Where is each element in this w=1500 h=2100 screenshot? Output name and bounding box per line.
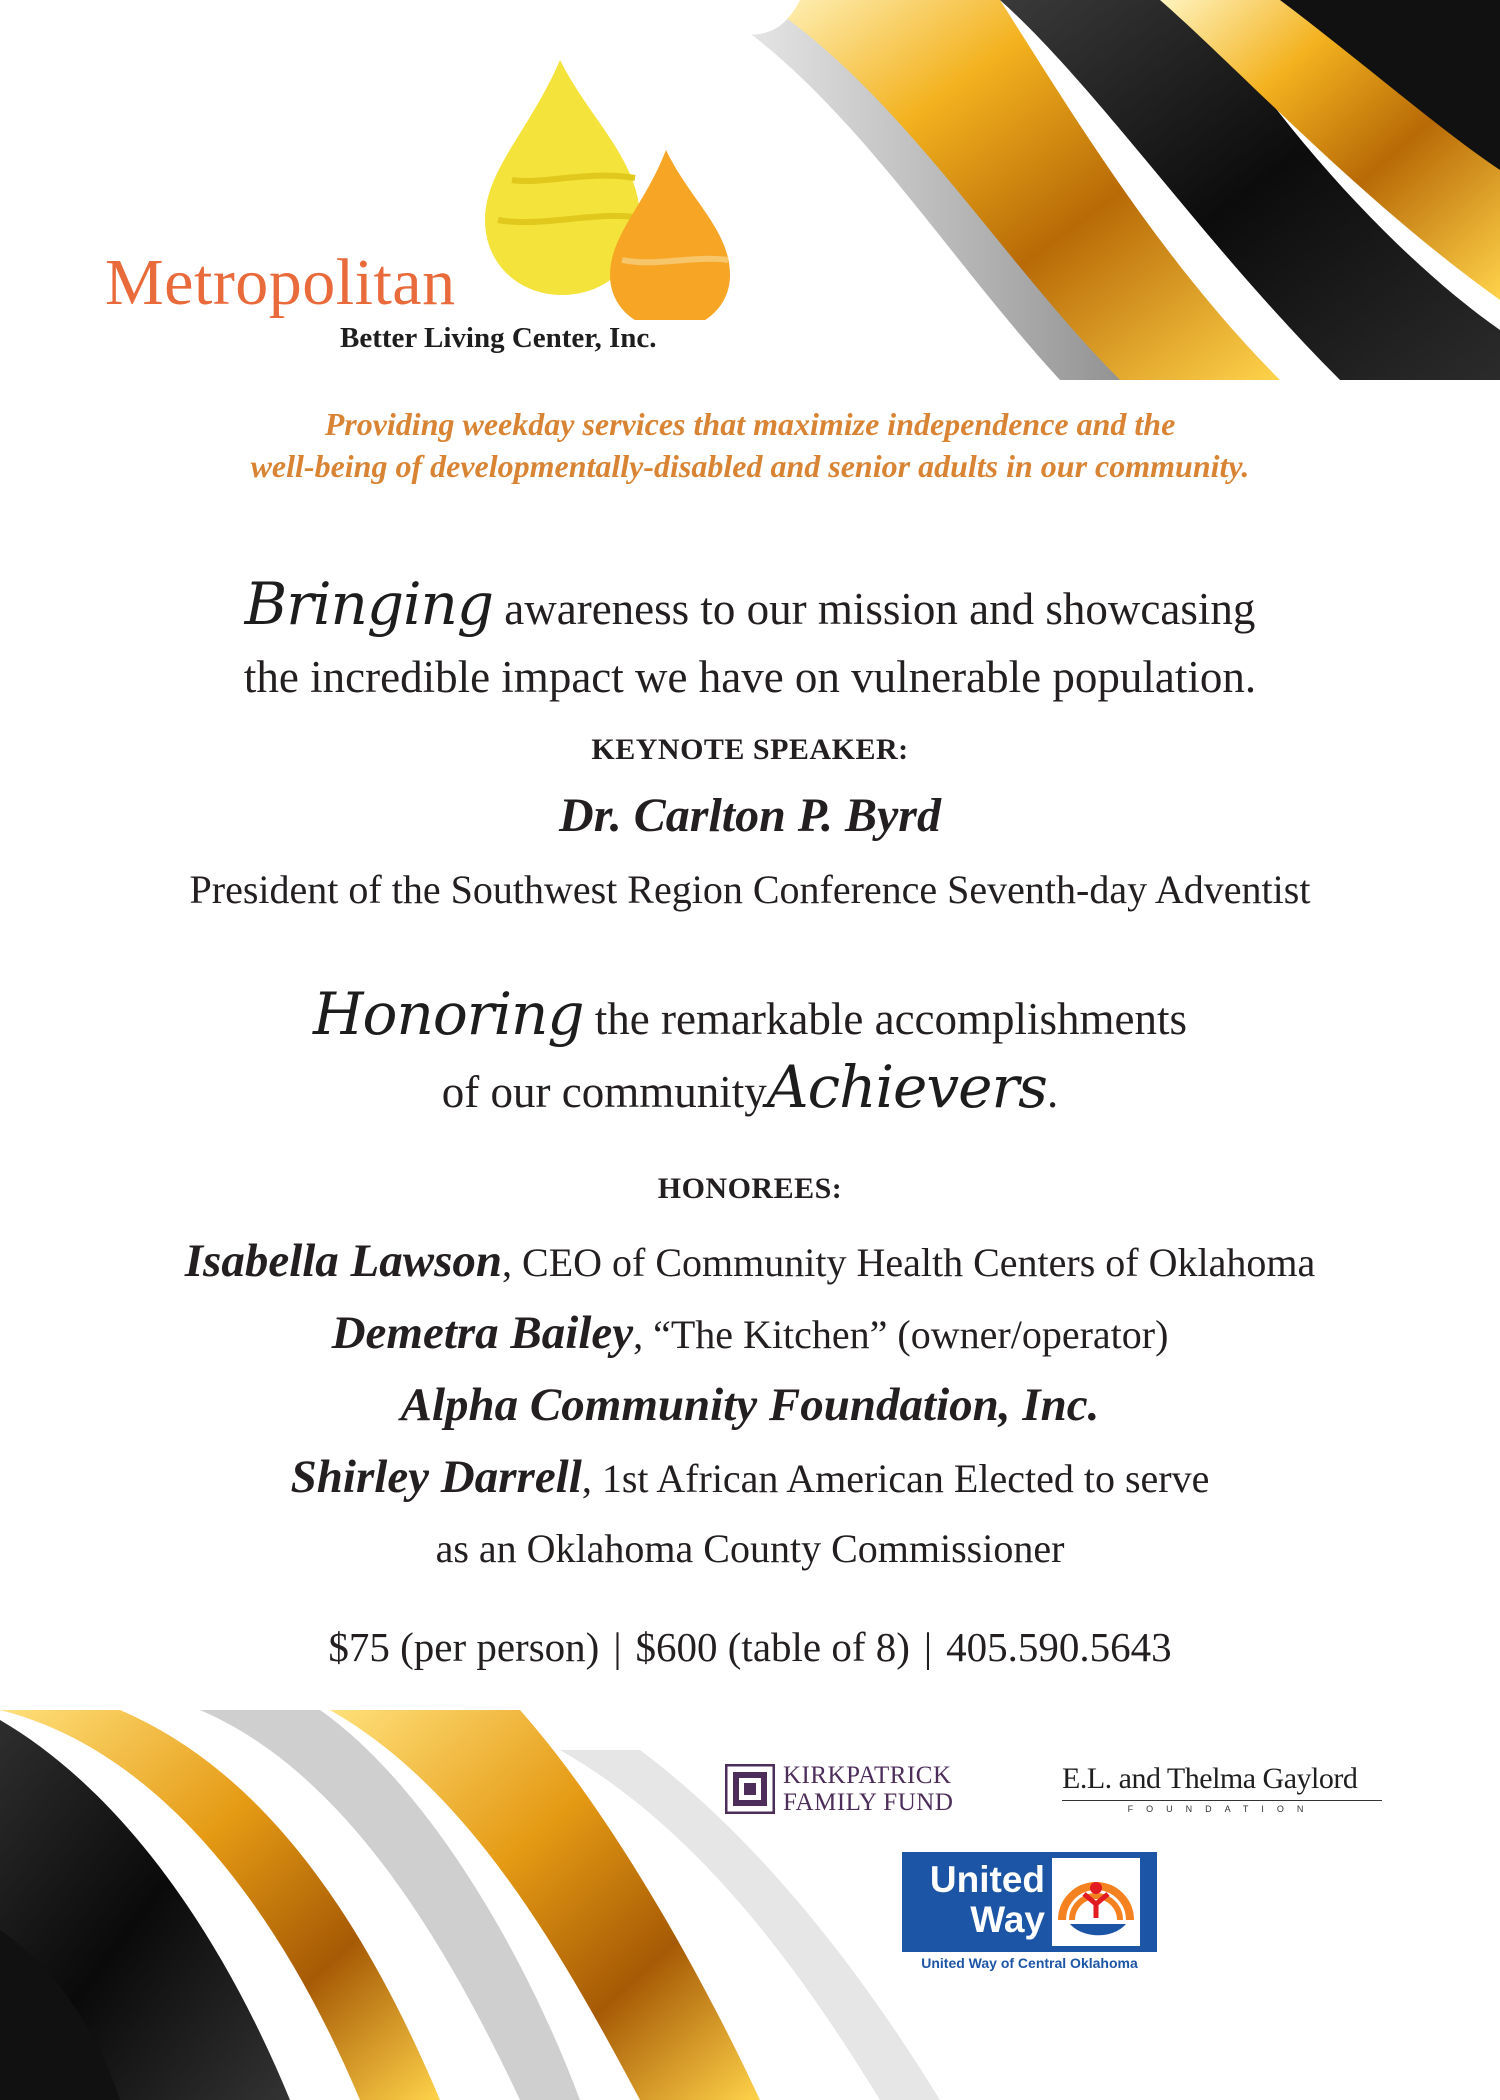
honoree-continuation: as an Oklahoma County Commissioner [435,1526,1065,1571]
united-way-logo [902,1852,1157,1977]
intro-line-2: the incredible impact we have on vulnerable population. [243,652,1257,702]
keynote-speaker-title: President of the Southwest Region Conference Seventh-day Adventist [189,867,1311,912]
honoree-desc: , “The Kitchen” (owner/operator) [633,1312,1169,1357]
intro-line-1 [0,570,1500,643]
honoree-row [0,1226,1500,1298]
keynote-speaker-name: Dr. Carlton P. Byrd [559,789,941,842]
united-way-badge [902,1852,1157,1952]
price-separator: | [613,1624,622,1670]
united-way-emblem-icon [1052,1858,1140,1946]
gaylord-name: E.L. and Thelma Gaylord [1062,1762,1358,1795]
script-word-honoring: Honoring [312,980,584,1048]
honoring-line-2 [0,1053,1500,1126]
honoree-desc: , CEO of Community Health Centers of Oklahoma [502,1240,1316,1285]
intro-line-1-text: awareness to our mission and showcasing [493,584,1256,634]
honoring-line-1 [0,980,1500,1053]
ticket-pricing [0,1623,1500,1671]
price-separator: | [923,1624,933,1670]
united-way-line-2: Way [970,1899,1045,1940]
kirkpatrick-family-fund-logo [725,1762,985,1822]
honoree-row [0,1442,1500,1514]
honoree-row [0,1370,1500,1442]
kirkpatrick-text [783,1762,953,1816]
honoree-name: Isabella Lawson [184,1235,503,1287]
logo-subtitle: Better Living Center, Inc. [340,322,657,354]
kirkpatrick-square-icon [725,1764,775,1814]
event-intro [0,570,1500,711]
keynote-label: KEYNOTE SPEAKER: [591,733,909,766]
united-way-line-1: United [929,1859,1045,1900]
honoring-line-2-text: of our community [441,1067,767,1117]
script-word-bringing: Bringing [244,570,494,638]
honoree-name: Demetra Bailey [331,1307,634,1359]
tagline-line-2: well-being of developmentally-disabled and senior adults in our community. [250,448,1250,484]
honoree-name: Shirley Darrell [290,1451,582,1503]
honoree-name: Alpha Community Foundation, Inc. [400,1379,1100,1431]
mission-tagline [0,403,1500,487]
united-way-caption: United Way of Central Oklahoma [921,1955,1138,1971]
gaylord-foundation-text: FOUNDATION [1127,1804,1317,1814]
price-per-person: $75 (per person) [328,1624,600,1670]
gaylord-divider [1062,1800,1382,1801]
united-way-wordmark [910,1860,1045,1940]
kirkpatrick-line-2: FAMILY FUND [783,1789,954,1816]
price-table: $600 (table of 8) [635,1624,910,1670]
honoring-line-1-text: the remarkable accomplishments [583,994,1188,1044]
gaylord-foundation-logo [1062,1762,1382,1812]
honorees-label: HONOREES: [657,1172,843,1205]
honoree-row [0,1298,1500,1370]
organization-logo [100,60,740,360]
contact-phone: 405.590.5643 [946,1624,1172,1670]
logo-name: Metropolitan [105,246,456,319]
tagline-line-1: Providing weekday services that maximize independence and the [324,406,1176,442]
honoree-desc: , 1st African American Elected to serve [581,1456,1210,1501]
honorees-list [0,1226,1500,1584]
script-word-achievers: Achievers [766,1053,1047,1121]
honoring-line-2-end: . [1046,1067,1059,1117]
water-drops-icon [440,60,770,320]
honoring-statement [0,980,1500,1126]
kirkpatrick-line-1: KIRKPATRICK [783,1762,952,1789]
